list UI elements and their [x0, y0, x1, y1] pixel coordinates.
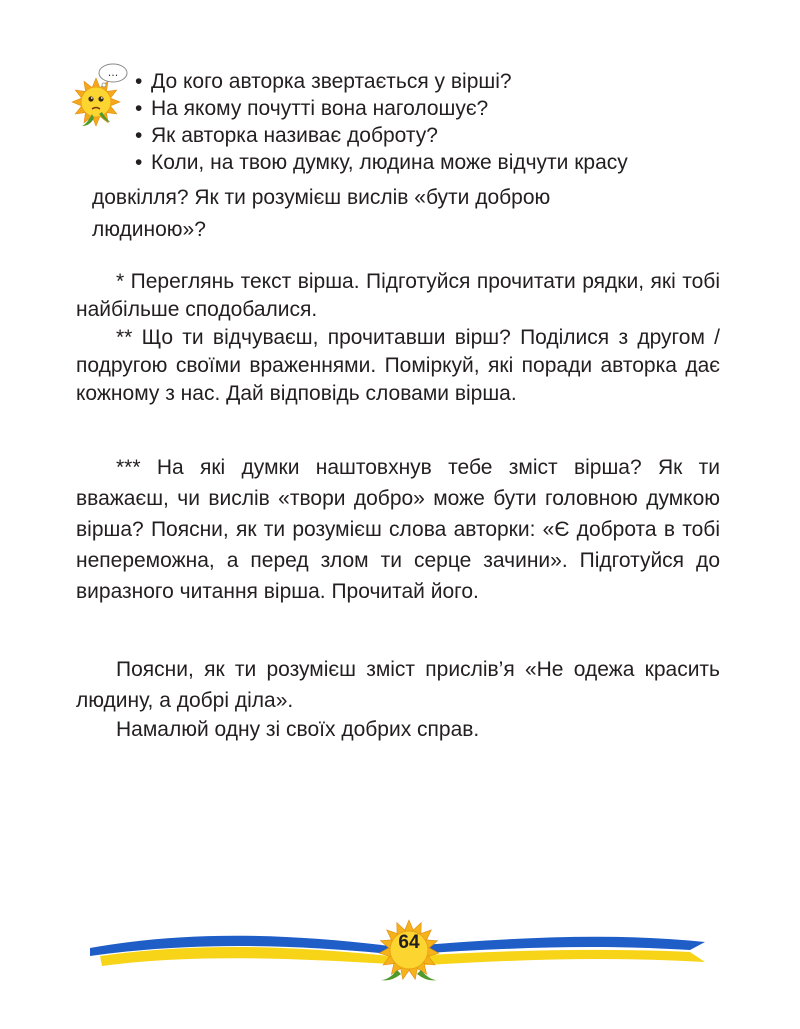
bullet-dot: •	[135, 97, 143, 120]
task-5: Намалюй одну зі своїх добрих справ.	[116, 718, 480, 741]
task-1: * Переглянь текст вірша. Підготуйся прочитати рядки, які тобі найбільше сподобалися.	[76, 270, 720, 321]
bullet-dot: •	[135, 124, 143, 147]
page-number: 64	[398, 932, 420, 953]
question-continuation: довкілля? Як ти розумієш вислів «бути доброю	[92, 186, 551, 209]
question-continuation: людиною»?	[92, 218, 206, 241]
task-3: *** На які думки наштовхнув тебе зміст вірша? Як ти вважаєш, чи вислів «твори добро» може бути головною думкою вірша? Поясни, як ти розумієш слова авторки: «Є доброта в тобі непереможна, а перед злом ти серце зачини». Підготуйся до виразного читання вірша. Прочитай його.	[76, 456, 720, 603]
bullet-dot: •	[135, 151, 143, 174]
question-item: • До кого авторка звертається у вірші?	[135, 70, 512, 93]
question-item: • Коли, на твою думку, людина може відчути красу	[135, 151, 628, 174]
question-list	[135, 68, 735, 176]
task-4: Поясни, як ти розумієш зміст прислів’я «Не одежа красить людину, а добрі діла».	[76, 658, 720, 712]
question-item: • Як авторка називає доброту?	[135, 124, 438, 147]
task-2: ** Що ти відчуваєш, прочитавши вірш? Поділися з другом / подругою своїми враженнями. Поміркуй, які поради авторка дає кожному з нас. Дай відповідь словами вірша.	[76, 326, 720, 405]
question-item: • На якому почутті вона наголошує?	[135, 97, 489, 120]
bullet-dot: •	[135, 70, 143, 93]
thought-bubble-text: ...	[107, 66, 119, 79]
thinking-sunflower-icon	[70, 62, 132, 130]
